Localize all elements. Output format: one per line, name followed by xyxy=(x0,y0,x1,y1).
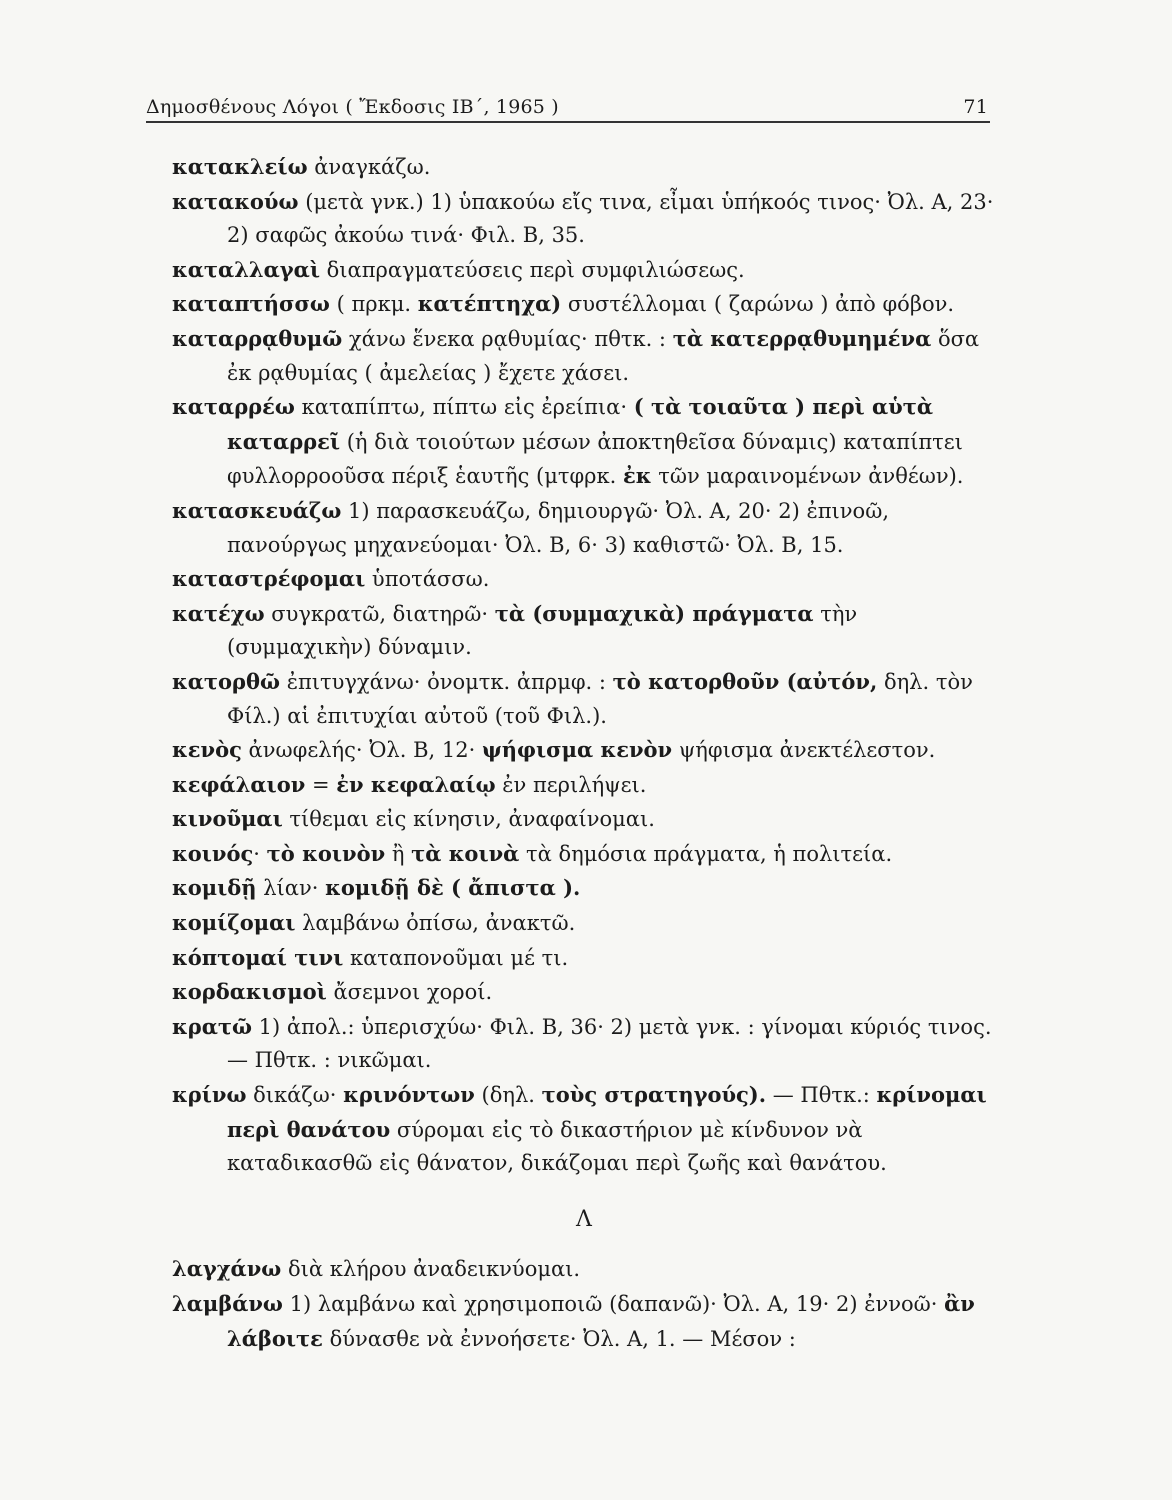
running-title: Δημοσθένους Λόγοι ( Ἔκδοσις ΙΒ΄, 1965 ) xyxy=(146,96,559,118)
glossary-entry: κενὸς ἀνωφελής· Ὀλ. Β, 12· ψήφισμα κενὸν ψήφισμα ἀνεκτέλεστον. xyxy=(172,737,936,763)
glossary-body xyxy=(172,150,996,1356)
glossary-entry: λαμβάνω 1) λαμβάνω καὶ χρησιμοποιῶ (δαπανῶ)· Ὀλ. Α, 19· 2) ἐννοῶ· ἂν λάβοιτε δύνασθε νὰ ἐννοήσετε· Ὀλ. Α, 1. — Μέσον : xyxy=(172,1291,975,1351)
glossary-entry: κατακούω (μετὰ γνκ.) 1) ὑπακούω εἴς τινα, εἶμαι ὑπήκοός τινος· Ὀλ. Α, 23· 2) σαφῶς ἀκούω τινά· Φιλ. Β, 35. xyxy=(172,188,994,248)
glossary-entry: κοινός· τὸ κοινὸν ἢ τὰ κοινὰ τὰ δημόσια πράγματα, ἡ πολιτεία. xyxy=(172,840,893,866)
glossary-entry: κρατῶ 1) ἀπολ.: ὑπερισχύω· Φιλ. Β, 36· 2) μετὰ γνκ. : γίνομαι κύριός τινος. — Πθτκ. : νικῶμαι. xyxy=(172,1013,992,1073)
header-rule xyxy=(146,121,990,123)
glossary-entry: κορδακισμοὶ ἄσεμνοι χοροί. xyxy=(172,979,493,1005)
page-number: 71 xyxy=(963,96,988,118)
section-letter: Λ xyxy=(576,1206,592,1232)
glossary-entry: κεφάλαιον = ἐν κεφαλαίῳ ἐν περιλήψει. xyxy=(172,771,647,797)
glossary-entry: κατασκευάζω 1) παρασκευάζω, δημιουργῶ· Ὀλ. Α, 20· 2) ἐπινοῶ, πανούργως μηχανεύομαι· Ὀλ. Β, 6· 3) καθιστῶ· Ὀλ. Β, 15. xyxy=(172,497,889,557)
glossary-entry: κρίνω δικάζω· κρινόντων (δηλ. τοὺς στρατηγούς). — Πθτκ.: κρίνομαι περὶ θανάτου σύρομαι εἰς τὸ δικαστήριον μὲ κίνδυνον νὰ καταδικασθῶ εἰς θάνατον, δικάζομαι περὶ ζωῆς καὶ θανάτου. xyxy=(172,1082,987,1176)
page-header xyxy=(146,88,988,118)
glossary-entry: καταστρέφομαι ὑποτάσσω. xyxy=(172,566,490,592)
glossary-entry: κινοῦμαι τίθεμαι εἰς κίνησιν, ἀναφαίνομαι. xyxy=(172,806,655,832)
glossary-entry: κομίζομαι λαμβάνω ὀπίσω, ἀνακτῶ. xyxy=(172,910,576,936)
glossary-entry: κατορθῶ ἐπιτυγχάνω· ὀνομτκ. ἀπρμφ. : τὸ κατορθοῦν (αὐτόν, δηλ. τὸν Φίλ.) αἱ ἐπιτυχίαι αὐτοῦ (τοῦ Φιλ.). xyxy=(172,668,973,728)
glossary-entry: λαγχάνω διὰ κλήρου ἀναδεικνύομαι. xyxy=(172,1256,581,1282)
glossary-entry: κόπτομαί τινι καταπονοῦμαι μέ τι. xyxy=(172,944,569,970)
glossary-entry: καταπτήσσω ( πρκμ. κατέπτηχα) συστέλλομαι ( ζαρώνω ) ἀπὸ φόβον. xyxy=(172,291,955,317)
glossary-entry: κομιδῇ λίαν· κομιδῇ δὲ ( ἄπιστα ). xyxy=(172,875,581,901)
glossary-entry: κατέχω συγκρατῶ, διατηρῶ· τὰ (συμμαχικὰ) πράγματα τὴν (συμμαχικὴν) δύναμιν. xyxy=(172,600,858,660)
glossary-entry: καταρρᾳθυμῶ χάνω ἕνεκα ρᾳθυμίας· πθτκ. : τὰ κατερρᾳθυμημένα ὅσα ἐκ ρᾳθυμίας ( ἀμελείας ) ἔχετε χάσει. xyxy=(172,325,980,385)
glossary-entry: καταρρέω καταπίπτω, πίπτω εἰς ἐρείπια· ( τὰ τοιαῦτα ) περὶ αὑτὰ καταρρεῖ (ἡ διὰ τοιούτων μέσων ἀποκτηθεῖσα δύναμις) καταπίπτει φυλλορροοῦσα πέριξ ἑαυτῆς (μτφρκ. ἐκ τῶν μαραινομένων ἀνθέων). xyxy=(172,394,964,489)
glossary-entry: κατακλείω ἀναγκάζω. xyxy=(172,154,431,179)
glossary-entry: καταλλαγαὶ διαπραγματεύσεις περὶ συμφιλιώσεως. xyxy=(172,256,745,282)
